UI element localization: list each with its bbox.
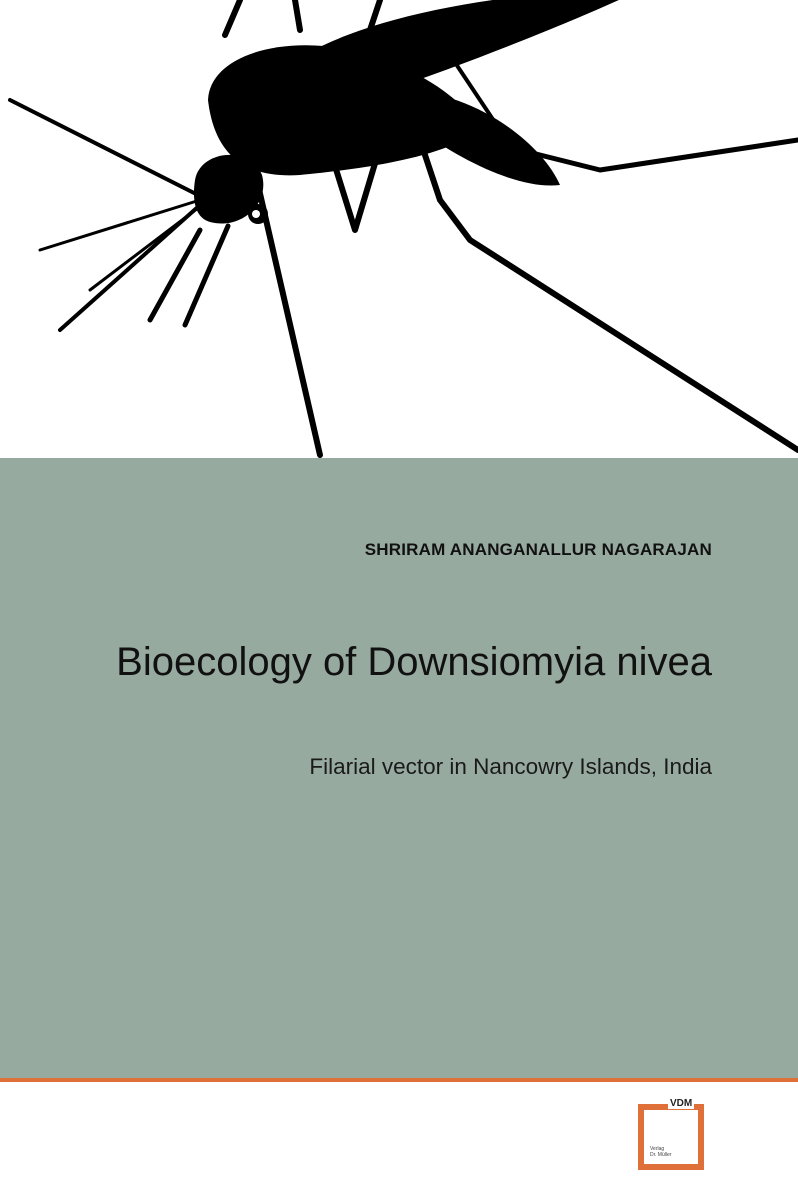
- publisher-line-1: Verlag: [650, 1146, 665, 1152]
- logo-frame: [638, 1104, 704, 1170]
- title-panel: [0, 458, 798, 1078]
- book-title: Bioecology of Downsiomyia nivea: [116, 640, 712, 684]
- mosquito-silhouette-icon: [0, 0, 798, 458]
- accent-divider: [0, 1078, 798, 1082]
- publisher-line-2: Dr. Müller: [650, 1152, 672, 1158]
- author-name: SHRIRAM ANANGANALLUR NAGARAJAN: [364, 540, 712, 559]
- logo-text: VDM: [670, 1098, 693, 1109]
- cover-illustration: [0, 0, 798, 458]
- publisher-name: [650, 1146, 671, 1158]
- book-subtitle: Filarial vector in Nancowry Islands, India: [309, 754, 712, 779]
- publisher-logo: [626, 1092, 718, 1180]
